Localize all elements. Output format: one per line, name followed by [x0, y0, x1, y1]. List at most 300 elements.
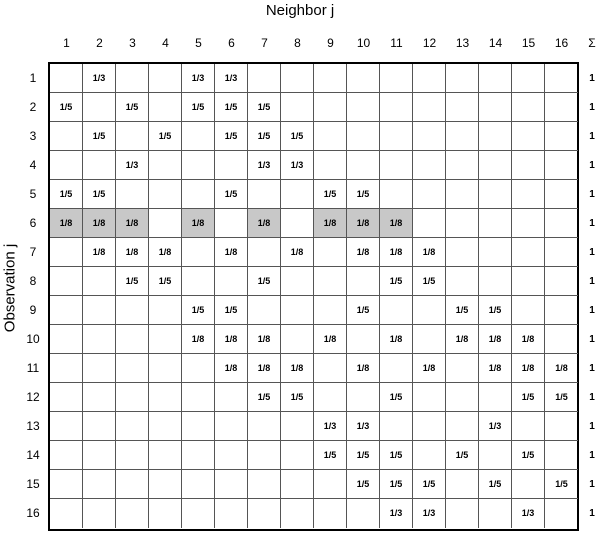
cell-16-12: 1/3	[413, 499, 446, 528]
column-header-13: 13	[455, 36, 470, 50]
row-sum-2: 1	[589, 102, 595, 113]
cell-15-9	[314, 470, 347, 499]
cell-2-5: 1/5	[182, 93, 215, 122]
cell-8-13	[446, 267, 479, 296]
row-header-13: 13	[26, 419, 40, 433]
cell-14-2	[83, 441, 116, 470]
row-sum-11: 1	[589, 363, 595, 374]
cell-15-1	[50, 470, 83, 499]
cell-3-1	[50, 122, 83, 151]
cell-9-3	[116, 296, 149, 325]
row-header-11: 11	[26, 361, 40, 375]
cell-6-1: 1/8	[50, 209, 83, 238]
cell-7-9	[314, 238, 347, 267]
cell-13-7	[248, 412, 281, 441]
cell-8-1	[50, 267, 83, 296]
cell-5-14	[479, 180, 512, 209]
cell-10-1	[50, 325, 83, 354]
cell-1-1	[50, 64, 83, 93]
cell-12-4	[149, 383, 182, 412]
sum-column-header: Σ	[588, 36, 596, 50]
cell-11-3	[116, 354, 149, 383]
cell-5-7	[248, 180, 281, 209]
cell-3-4: 1/5	[149, 122, 182, 151]
cell-2-8	[281, 93, 314, 122]
cell-11-2	[83, 354, 116, 383]
row-header-14: 14	[26, 448, 40, 462]
cell-3-3	[116, 122, 149, 151]
cell-6-15	[512, 209, 545, 238]
cell-13-9: 1/3	[314, 412, 347, 441]
cell-12-8: 1/5	[281, 383, 314, 412]
cell-8-14	[479, 267, 512, 296]
cell-8-8	[281, 267, 314, 296]
cell-12-3	[116, 383, 149, 412]
cell-6-13	[446, 209, 479, 238]
cell-7-4: 1/8	[149, 238, 182, 267]
column-header-6: 6	[228, 36, 235, 50]
row-header-2: 2	[29, 100, 37, 114]
cell-6-2: 1/8	[83, 209, 116, 238]
cell-9-9	[314, 296, 347, 325]
cell-15-6	[215, 470, 248, 499]
cell-6-3: 1/8	[116, 209, 149, 238]
row-header-3: 3	[29, 129, 37, 143]
column-header-1: 1	[63, 36, 70, 50]
cell-10-8	[281, 325, 314, 354]
cell-2-15	[512, 93, 545, 122]
cell-11-12: 1/8	[413, 354, 446, 383]
cell-8-12: 1/5	[413, 267, 446, 296]
cell-7-1	[50, 238, 83, 267]
cell-13-2	[83, 412, 116, 441]
cell-13-6	[215, 412, 248, 441]
cell-3-10	[347, 122, 380, 151]
cell-10-5: 1/8	[182, 325, 215, 354]
column-header-11: 11	[390, 36, 403, 50]
cell-16-11: 1/3	[380, 499, 413, 528]
cell-15-7	[248, 470, 281, 499]
cell-2-1: 1/5	[50, 93, 83, 122]
cell-5-12	[413, 180, 446, 209]
cell-12-13	[446, 383, 479, 412]
cell-5-2: 1/5	[83, 180, 116, 209]
cell-8-5	[182, 267, 215, 296]
cell-9-11	[380, 296, 413, 325]
cell-1-6: 1/3	[215, 64, 248, 93]
cell-11-7: 1/8	[248, 354, 281, 383]
cell-10-10	[347, 325, 380, 354]
cell-5-16	[545, 180, 578, 209]
cell-11-11	[380, 354, 413, 383]
cell-10-12	[413, 325, 446, 354]
cell-14-3	[116, 441, 149, 470]
cell-6-16	[545, 209, 578, 238]
cell-12-12	[413, 383, 446, 412]
cell-2-6: 1/5	[215, 93, 248, 122]
cell-1-12	[413, 64, 446, 93]
cell-8-3: 1/5	[116, 267, 149, 296]
cell-12-15: 1/5	[512, 383, 545, 412]
cell-12-9	[314, 383, 347, 412]
cell-10-13: 1/8	[446, 325, 479, 354]
cell-4-9	[314, 151, 347, 180]
row-sum-9: 1	[589, 305, 595, 316]
column-header-8: 8	[294, 36, 301, 50]
cell-9-13: 1/5	[446, 296, 479, 325]
cell-11-4	[149, 354, 182, 383]
cell-7-2: 1/8	[83, 238, 116, 267]
row-sum-15: 1	[589, 479, 595, 490]
cell-4-13	[446, 151, 479, 180]
cell-2-16	[545, 93, 578, 122]
cell-9-6: 1/5	[215, 296, 248, 325]
cell-4-14	[479, 151, 512, 180]
cell-11-6: 1/8	[215, 354, 248, 383]
cell-5-1: 1/5	[50, 180, 83, 209]
cell-9-14: 1/5	[479, 296, 512, 325]
cell-15-16: 1/5	[545, 470, 578, 499]
column-header-10: 10	[356, 36, 371, 50]
cell-8-7: 1/5	[248, 267, 281, 296]
cell-5-8	[281, 180, 314, 209]
cell-15-13	[446, 470, 479, 499]
cell-7-6: 1/8	[215, 238, 248, 267]
cell-6-14	[479, 209, 512, 238]
cell-11-5	[182, 354, 215, 383]
chart-title: Neighbor j	[265, 2, 335, 19]
cell-10-14: 1/8	[479, 325, 512, 354]
cell-1-5: 1/3	[182, 64, 215, 93]
cell-9-8	[281, 296, 314, 325]
cell-5-10: 1/5	[347, 180, 380, 209]
cell-11-10: 1/8	[347, 354, 380, 383]
cell-14-10: 1/5	[347, 441, 380, 470]
cell-4-2	[83, 151, 116, 180]
cell-6-5: 1/8	[182, 209, 215, 238]
cell-16-16	[545, 499, 578, 528]
cell-16-9	[314, 499, 347, 528]
cell-15-14: 1/5	[479, 470, 512, 499]
row-header-15: 15	[26, 477, 40, 491]
cell-13-16	[545, 412, 578, 441]
cell-4-12	[413, 151, 446, 180]
cell-5-3	[116, 180, 149, 209]
weight-matrix-grid	[48, 62, 579, 531]
cell-11-1	[50, 354, 83, 383]
cell-6-12	[413, 209, 446, 238]
row-sum-3: 1	[589, 131, 595, 142]
cell-16-1	[50, 499, 83, 528]
cell-11-9	[314, 354, 347, 383]
cell-3-13	[446, 122, 479, 151]
cell-4-1	[50, 151, 83, 180]
cell-2-3: 1/5	[116, 93, 149, 122]
cell-5-5	[182, 180, 215, 209]
cell-2-9	[314, 93, 347, 122]
row-header-9: 9	[29, 303, 37, 317]
cell-7-12: 1/8	[413, 238, 446, 267]
cell-3-8: 1/5	[281, 122, 314, 151]
column-header-15: 15	[521, 36, 536, 50]
cell-3-2: 1/5	[83, 122, 116, 151]
row-sum-5: 1	[589, 189, 595, 200]
cell-2-11	[380, 93, 413, 122]
cell-7-8: 1/8	[281, 238, 314, 267]
cell-1-13	[446, 64, 479, 93]
cell-4-11	[380, 151, 413, 180]
cell-14-12	[413, 441, 446, 470]
row-header-1: 1	[29, 71, 37, 85]
cell-5-4	[149, 180, 182, 209]
cell-1-8	[281, 64, 314, 93]
cell-4-16	[545, 151, 578, 180]
cell-8-9	[314, 267, 347, 296]
cell-14-16	[545, 441, 578, 470]
cell-16-10	[347, 499, 380, 528]
cell-7-16	[545, 238, 578, 267]
cell-1-2: 1/3	[83, 64, 116, 93]
cell-9-4	[149, 296, 182, 325]
cell-15-15	[512, 470, 545, 499]
cell-8-10	[347, 267, 380, 296]
cell-6-9: 1/8	[314, 209, 347, 238]
cell-5-15	[512, 180, 545, 209]
column-header-14: 14	[488, 36, 503, 50]
cell-7-10: 1/8	[347, 238, 380, 267]
cell-14-13: 1/5	[446, 441, 479, 470]
cell-5-13	[446, 180, 479, 209]
column-header-16: 16	[554, 36, 569, 50]
cell-14-6	[215, 441, 248, 470]
cell-13-5	[182, 412, 215, 441]
cell-1-15	[512, 64, 545, 93]
cell-13-12	[413, 412, 446, 441]
cell-8-2	[83, 267, 116, 296]
cell-15-11: 1/5	[380, 470, 413, 499]
cell-10-15: 1/8	[512, 325, 545, 354]
cell-16-7	[248, 499, 281, 528]
cell-7-7	[248, 238, 281, 267]
cell-15-12: 1/5	[413, 470, 446, 499]
row-header-8: 8	[29, 274, 37, 288]
cell-15-4	[149, 470, 182, 499]
cell-6-10: 1/8	[347, 209, 380, 238]
row-sum-1: 1	[589, 73, 595, 84]
cell-7-13	[446, 238, 479, 267]
column-header-9: 9	[327, 36, 334, 50]
column-header-7: 7	[261, 36, 268, 50]
cell-6-4	[149, 209, 182, 238]
cell-1-11	[380, 64, 413, 93]
cell-3-5	[182, 122, 215, 151]
cell-12-16: 1/5	[545, 383, 578, 412]
cell-16-2	[83, 499, 116, 528]
cell-1-7	[248, 64, 281, 93]
cell-4-3: 1/3	[116, 151, 149, 180]
cell-1-9	[314, 64, 347, 93]
column-header-3: 3	[129, 36, 136, 50]
row-sum-14: 1	[589, 450, 595, 461]
cell-1-3	[116, 64, 149, 93]
row-sum-4: 1	[589, 160, 595, 171]
cell-14-5	[182, 441, 215, 470]
cell-16-5	[182, 499, 215, 528]
cell-9-5: 1/5	[182, 296, 215, 325]
cell-10-9: 1/8	[314, 325, 347, 354]
cell-3-16	[545, 122, 578, 151]
cell-9-12	[413, 296, 446, 325]
cell-1-10	[347, 64, 380, 93]
cell-1-16	[545, 64, 578, 93]
cell-12-14	[479, 383, 512, 412]
cell-10-4	[149, 325, 182, 354]
cell-6-8	[281, 209, 314, 238]
cell-5-9: 1/5	[314, 180, 347, 209]
cell-11-15: 1/8	[512, 354, 545, 383]
cell-2-12	[413, 93, 446, 122]
cell-12-5	[182, 383, 215, 412]
cell-7-5	[182, 238, 215, 267]
cell-10-16	[545, 325, 578, 354]
cell-16-14	[479, 499, 512, 528]
cell-10-6: 1/8	[215, 325, 248, 354]
cell-8-11: 1/5	[380, 267, 413, 296]
cell-4-10	[347, 151, 380, 180]
column-header-12: 12	[422, 36, 437, 50]
cell-3-12	[413, 122, 446, 151]
cell-14-7	[248, 441, 281, 470]
cell-9-7	[248, 296, 281, 325]
cell-10-3	[116, 325, 149, 354]
cell-15-2	[83, 470, 116, 499]
row-sum-8: 1	[589, 276, 595, 287]
cell-1-4	[149, 64, 182, 93]
cell-7-14	[479, 238, 512, 267]
cell-4-7: 1/3	[248, 151, 281, 180]
cell-3-11	[380, 122, 413, 151]
cell-9-16	[545, 296, 578, 325]
cell-14-4	[149, 441, 182, 470]
cell-12-10	[347, 383, 380, 412]
cell-12-11: 1/5	[380, 383, 413, 412]
row-header-4: 4	[29, 158, 37, 172]
column-header-4: 4	[162, 36, 169, 50]
cell-2-7: 1/5	[248, 93, 281, 122]
cell-10-7: 1/8	[248, 325, 281, 354]
column-header-2: 2	[96, 36, 103, 50]
y-axis-label: Observation j	[1, 243, 19, 333]
cell-3-15	[512, 122, 545, 151]
cell-9-1	[50, 296, 83, 325]
cell-13-1	[50, 412, 83, 441]
cell-16-8	[281, 499, 314, 528]
row-header-12: 12	[26, 390, 40, 404]
cell-4-4	[149, 151, 182, 180]
cell-15-3	[116, 470, 149, 499]
cell-7-15	[512, 238, 545, 267]
cell-4-15	[512, 151, 545, 180]
row-sum-10: 1	[589, 334, 595, 345]
cell-11-8: 1/8	[281, 354, 314, 383]
cell-4-8: 1/3	[281, 151, 314, 180]
cell-13-10: 1/3	[347, 412, 380, 441]
cell-11-16: 1/8	[545, 354, 578, 383]
cell-14-15: 1/5	[512, 441, 545, 470]
row-header-7: 7	[29, 245, 37, 259]
cell-5-6: 1/5	[215, 180, 248, 209]
cell-11-13	[446, 354, 479, 383]
cell-13-11	[380, 412, 413, 441]
cell-15-5	[182, 470, 215, 499]
cell-2-10	[347, 93, 380, 122]
cell-13-15	[512, 412, 545, 441]
cell-14-8	[281, 441, 314, 470]
cell-2-14	[479, 93, 512, 122]
cell-3-14	[479, 122, 512, 151]
cell-9-2	[83, 296, 116, 325]
cell-15-10: 1/5	[347, 470, 380, 499]
cell-2-2	[83, 93, 116, 122]
cell-9-15	[512, 296, 545, 325]
row-sum-12: 1	[589, 392, 595, 403]
cell-15-8	[281, 470, 314, 499]
cell-14-9: 1/5	[314, 441, 347, 470]
cell-13-3	[116, 412, 149, 441]
cell-13-13	[446, 412, 479, 441]
cell-7-3: 1/8	[116, 238, 149, 267]
cell-1-14	[479, 64, 512, 93]
cell-16-3	[116, 499, 149, 528]
row-sum-13: 1	[589, 421, 595, 432]
cell-11-14: 1/8	[479, 354, 512, 383]
row-sum-16: 1	[589, 508, 595, 519]
cell-12-2	[83, 383, 116, 412]
cell-10-11: 1/8	[380, 325, 413, 354]
cell-13-4	[149, 412, 182, 441]
cell-14-14	[479, 441, 512, 470]
cell-16-15: 1/3	[512, 499, 545, 528]
cell-3-7: 1/5	[248, 122, 281, 151]
cell-12-6	[215, 383, 248, 412]
cell-14-11: 1/5	[380, 441, 413, 470]
column-header-5: 5	[195, 36, 202, 50]
cell-14-1	[50, 441, 83, 470]
row-sum-7: 1	[589, 247, 595, 258]
cell-3-9	[314, 122, 347, 151]
cell-6-7: 1/8	[248, 209, 281, 238]
cell-16-6	[215, 499, 248, 528]
row-header-5: 5	[29, 187, 37, 201]
cell-8-15	[512, 267, 545, 296]
cell-9-10: 1/5	[347, 296, 380, 325]
cell-8-4: 1/5	[149, 267, 182, 296]
cell-16-4	[149, 499, 182, 528]
cell-4-6	[215, 151, 248, 180]
cell-12-1	[50, 383, 83, 412]
cell-12-7: 1/5	[248, 383, 281, 412]
row-header-6: 6	[29, 216, 37, 230]
cell-16-13	[446, 499, 479, 528]
cell-13-14: 1/3	[479, 412, 512, 441]
cell-4-5	[182, 151, 215, 180]
row-header-10: 10	[26, 332, 40, 346]
cell-10-2	[83, 325, 116, 354]
row-sum-6: 1	[589, 218, 595, 229]
cell-6-11: 1/8	[380, 209, 413, 238]
cell-2-13	[446, 93, 479, 122]
cell-7-11: 1/8	[380, 238, 413, 267]
